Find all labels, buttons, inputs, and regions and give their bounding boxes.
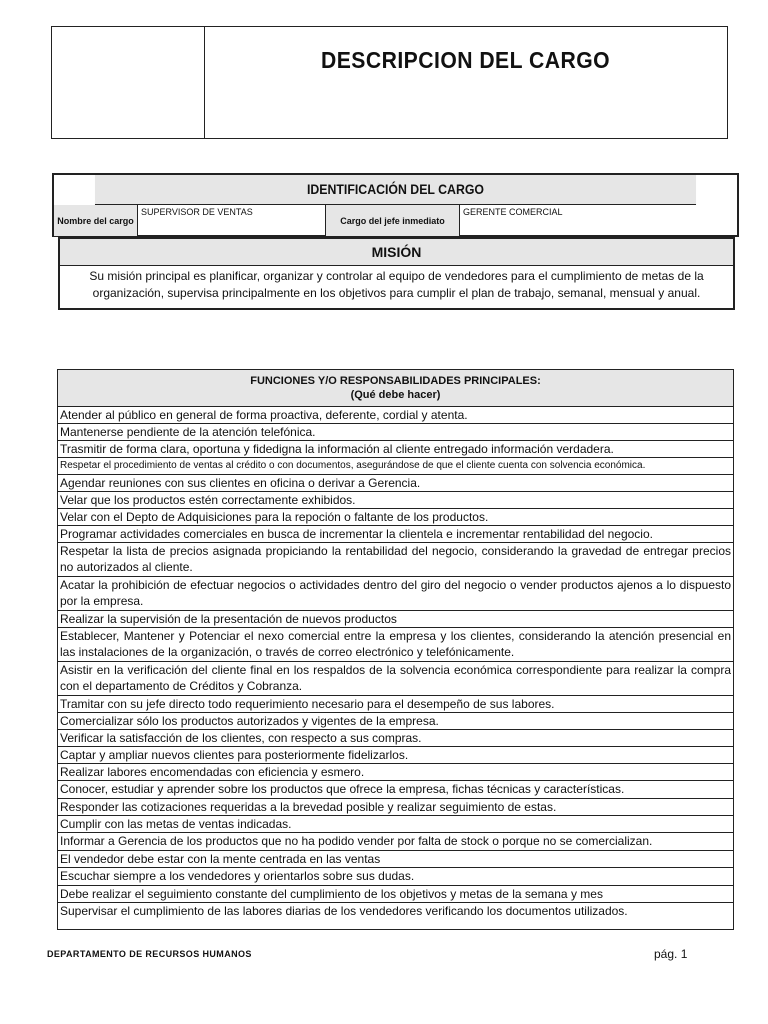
table-row: Velar con el Depto de Adquisiciones para la repoción o faltante de los productos. — [58, 509, 733, 526]
table-row: Debe realizar el seguimiento constante del cumplimiento de los objetivos y metas de la semana y mes — [58, 886, 733, 903]
table-row: Realizar la supervisión de la presentación de nuevos productos — [58, 611, 733, 628]
table-row: Velar que los productos estén correctamente exhibidos. — [58, 492, 733, 509]
nombre-cargo-label: Nombre del cargo — [54, 205, 138, 236]
nombre-cargo-value: SUPERVISOR DE VENTAS — [138, 205, 326, 236]
document-header — [51, 26, 728, 139]
table-row: Captar y ampliar nuevos clientes para posteriormente fidelizarlos. — [58, 747, 733, 764]
table-row: Acatar la prohibición de efectuar negocios o actividades dentro del giro del negocio o vender productos ajenos a lo dispuesto por la empresa. — [58, 577, 733, 611]
table-row: Programar actividades comerciales en busca de incrementar la clientela e incrementar rentabilidad del negocio. — [58, 526, 733, 543]
identificacion-title: IDENTIFICACIÓN DEL CARGO — [95, 175, 696, 205]
identificacion-row — [54, 205, 737, 236]
table-row: Comercializar sólo los productos autorizados y vigentes de la empresa. — [58, 713, 733, 730]
table-row: Respetar el procedimiento de ventas al crédito o con documentos, asegurándose de que el cliente cuenta con solvencia económica. — [58, 458, 733, 475]
funciones-title: FUNCIONES Y/O RESPONSABILIDADES PRINCIPALES: — [250, 375, 541, 387]
document-title: DESCRIPCION DEL CARGO — [320, 47, 611, 73]
funciones-rows — [58, 407, 733, 920]
table-row: Agendar reuniones con sus clientes en oficina o derivar a Gerencia. — [58, 475, 733, 492]
table-row: Establecer, Mantener y Potenciar el nexo comercial entre la empresa y los clientes, considerando la atención presencial en las instalaciones de la organización, o través de correo electrónico y telefónicamente. — [58, 628, 733, 662]
table-row: Verificar la satisfacción de los clientes, con respecto a sus compras. — [58, 730, 733, 747]
table-row: Tramitar con su jefe directo todo requerimiento necesario para el desempeño de sus labores. — [58, 696, 733, 713]
footer-department: DEPARTAMENTO DE RECURSOS HUMANOS — [47, 949, 252, 959]
funciones-table — [57, 369, 734, 930]
table-row: Atender al público en general de forma proactiva, deferente, cordial y atenta. — [58, 407, 733, 424]
table-row: Realizar labores encomendadas con eficiencia y esmero. — [58, 764, 733, 781]
identificacion-section — [52, 173, 739, 237]
jefe-inmediato-label: Cargo del jefe inmediato — [326, 205, 460, 236]
table-row: Mantenerse pendiente de la atención telefónica. — [58, 424, 733, 441]
table-row: Informar a Gerencia de los productos que no ha podido vender por falta de stock o porque no se comercializan. — [58, 833, 733, 851]
mision-text: Su misión principal es planificar, organizar y controlar al equipo de vendedores para el cumplimiento de metas de la organización, supervisa principalmente en los objetivos para cumplir el plan de trabajo, semanal, mensual y anual. — [89, 269, 704, 300]
table-row: Conocer, estudiar y aprender sobre los productos que ofrece la empresa, fichas técnicas y características. — [58, 781, 733, 799]
mision-title: MISIÓN — [60, 239, 733, 266]
table-row: Cumplir con las metas de ventas indicadas. — [58, 816, 733, 833]
table-row: Trasmitir de forma clara, oportuna y fidedigna la información al cliente entregado información verdadera. — [58, 441, 733, 458]
jefe-inmediato-value: GERENTE COMERCIAL — [463, 207, 563, 217]
funciones-header — [58, 370, 733, 407]
table-row: El vendedor debe estar con la mente centrada en las ventas — [58, 851, 733, 868]
table-row: Supervisar el cumplimiento de las labores diarias de los vendedores verificando los documentos utilizados. — [60, 904, 628, 918]
logo-cell — [52, 27, 205, 138]
mision-section — [58, 237, 735, 310]
table-row: Asistir en la verificación del cliente final en los respaldos de la solvencia económica correspondiente para realizar la compra con el departamento de Créditos y Cobranza. — [58, 662, 733, 696]
table-row: Escuchar siempre a los vendedores y orientarlos sobre sus dudas. — [58, 868, 733, 886]
page-number: pág. 1 — [654, 947, 688, 961]
funciones-subtitle: (Qué debe hacer) — [350, 389, 441, 401]
table-row: Respetar la lista de precios asignada propiciando la rentabilidad del negocio, considerando la gravedad de entregar precios no autorizados al cliente. — [58, 543, 733, 577]
table-row: Responder las cotizaciones requeridas a la brevedad posible y realizar seguimiento de estas. — [58, 799, 733, 816]
